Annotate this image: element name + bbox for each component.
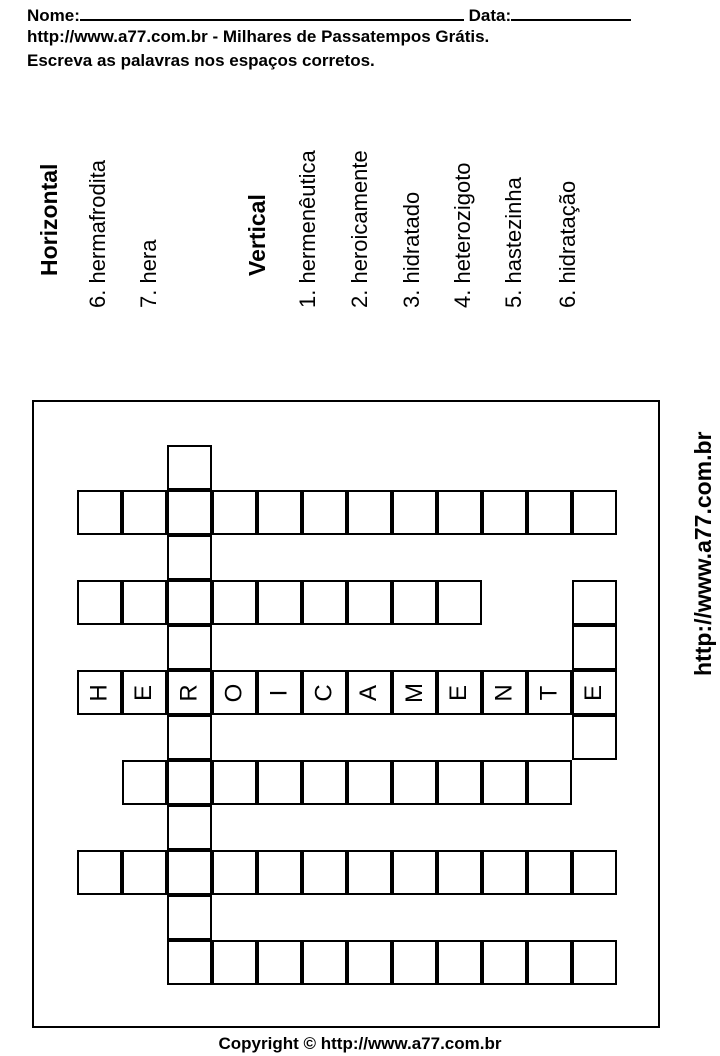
grid-cell[interactable]	[212, 940, 257, 985]
grid-cell[interactable]	[167, 445, 212, 490]
grid-cell[interactable]	[302, 760, 347, 805]
grid-cell[interactable]	[572, 940, 617, 985]
grid-cell[interactable]	[572, 490, 617, 535]
grid-cell[interactable]	[572, 850, 617, 895]
horizontal-clue: 7. hera	[136, 239, 161, 308]
cell-letter: O	[220, 683, 248, 702]
cell-letter: M	[400, 682, 428, 703]
grid-cell[interactable]	[212, 670, 257, 715]
grid-cell[interactable]	[482, 760, 527, 805]
grid-cell[interactable]	[527, 670, 572, 715]
grid-cell[interactable]	[302, 490, 347, 535]
grid-cell[interactable]	[167, 940, 212, 985]
grid-cell[interactable]	[167, 580, 212, 625]
grid-cell[interactable]	[122, 850, 167, 895]
grid-cell[interactable]	[347, 670, 392, 715]
grid-cell[interactable]	[302, 940, 347, 985]
grid-cell[interactable]	[347, 850, 392, 895]
vertical-heading: Vertical	[244, 194, 270, 276]
grid-cell[interactable]	[392, 940, 437, 985]
grid-cell[interactable]	[437, 760, 482, 805]
cell-letter: A	[355, 684, 383, 701]
grid-cell[interactable]	[167, 805, 212, 850]
cell-letter: E	[445, 684, 473, 701]
cell-letter: E	[580, 684, 608, 701]
grid-cell[interactable]	[122, 490, 167, 535]
grid-cell[interactable]	[167, 895, 212, 940]
horizontal-clue: 6. hermafrodita	[85, 160, 110, 308]
grid-cell[interactable]	[257, 940, 302, 985]
grid-cell[interactable]	[392, 490, 437, 535]
grid-cell[interactable]	[527, 490, 572, 535]
grid-cell[interactable]	[347, 760, 392, 805]
vertical-clue: 6. hidratação	[555, 180, 580, 308]
grid-cell[interactable]	[77, 850, 122, 895]
grid-cell[interactable]	[77, 490, 122, 535]
cell-letter: E	[130, 684, 158, 701]
grid-cell[interactable]	[167, 850, 212, 895]
grid-cell[interactable]	[212, 580, 257, 625]
grid-cell[interactable]	[437, 850, 482, 895]
grid-cell[interactable]	[482, 850, 527, 895]
grid-cell[interactable]	[437, 670, 482, 715]
cell-letter: T	[535, 685, 563, 700]
grid-cell[interactable]	[302, 850, 347, 895]
cell-letter: N	[490, 683, 518, 702]
vertical-clue: 4. heterozigoto	[450, 162, 475, 308]
grid-cell[interactable]	[167, 760, 212, 805]
grid-cell[interactable]	[527, 940, 572, 985]
grid-cell[interactable]	[347, 490, 392, 535]
grid-cell[interactable]	[572, 670, 617, 715]
grid-cell[interactable]	[302, 670, 347, 715]
grid-cell[interactable]	[212, 760, 257, 805]
vertical-clue: 5. hastezinha	[501, 177, 526, 308]
grid-cell[interactable]	[257, 580, 302, 625]
grid-cell[interactable]	[257, 850, 302, 895]
grid-cell[interactable]	[257, 760, 302, 805]
grid-cell[interactable]	[392, 760, 437, 805]
instruction-line: Escreva as palavras nos espaços corretos.	[27, 51, 375, 70]
grid-cell[interactable]	[77, 670, 122, 715]
grid-cell[interactable]	[167, 625, 212, 670]
site-line: http://www.a77.com.br - Milhares de Passatempos Grátis.	[27, 27, 490, 46]
copyright: Copyright © http://www.a77.com.br	[218, 1034, 502, 1053]
grid-cell[interactable]	[392, 850, 437, 895]
grid-cell[interactable]	[167, 670, 212, 715]
horizontal-heading: Horizontal	[36, 163, 62, 276]
grid-cell[interactable]	[347, 580, 392, 625]
vertical-clue: 1. hermenêutica	[295, 150, 320, 308]
grid-cell[interactable]	[437, 490, 482, 535]
grid-cell[interactable]	[257, 490, 302, 535]
grid-cell[interactable]	[167, 715, 212, 760]
grid-cell[interactable]	[527, 760, 572, 805]
grid-cell[interactable]	[572, 715, 617, 760]
grid-cell[interactable]	[122, 670, 167, 715]
grid-cell[interactable]	[572, 580, 617, 625]
cell-letter: C	[310, 683, 338, 702]
grid-cell[interactable]	[347, 940, 392, 985]
grid-cell[interactable]	[212, 850, 257, 895]
grid-cell[interactable]	[257, 670, 302, 715]
name-label: Nome:	[27, 6, 80, 25]
grid-cell[interactable]	[302, 580, 347, 625]
vertical-clue: 2. heroicamente	[347, 150, 372, 308]
cell-letter: I	[265, 689, 293, 696]
grid-cell[interactable]	[392, 670, 437, 715]
grid-cell[interactable]	[527, 850, 572, 895]
grid-cell[interactable]	[167, 535, 212, 580]
grid-cell[interactable]	[572, 625, 617, 670]
cell-letter: R	[175, 683, 203, 702]
side-url: http://www.a77.com.br	[690, 431, 716, 676]
grid-cell[interactable]	[122, 580, 167, 625]
grid-cell[interactable]	[437, 940, 482, 985]
grid-cell[interactable]	[77, 580, 122, 625]
grid-cell[interactable]	[122, 760, 167, 805]
grid-cell[interactable]	[437, 580, 482, 625]
grid-cell[interactable]	[482, 670, 527, 715]
vertical-clue: 3. hidratado	[399, 191, 424, 308]
grid-cell[interactable]	[392, 580, 437, 625]
grid-cell[interactable]	[212, 490, 257, 535]
cell-letter: H	[85, 683, 113, 702]
grid-cell[interactable]	[482, 940, 527, 985]
grid-cell[interactable]	[167, 490, 212, 535]
date-label: Data:	[468, 6, 512, 25]
grid-cell[interactable]	[482, 490, 527, 535]
